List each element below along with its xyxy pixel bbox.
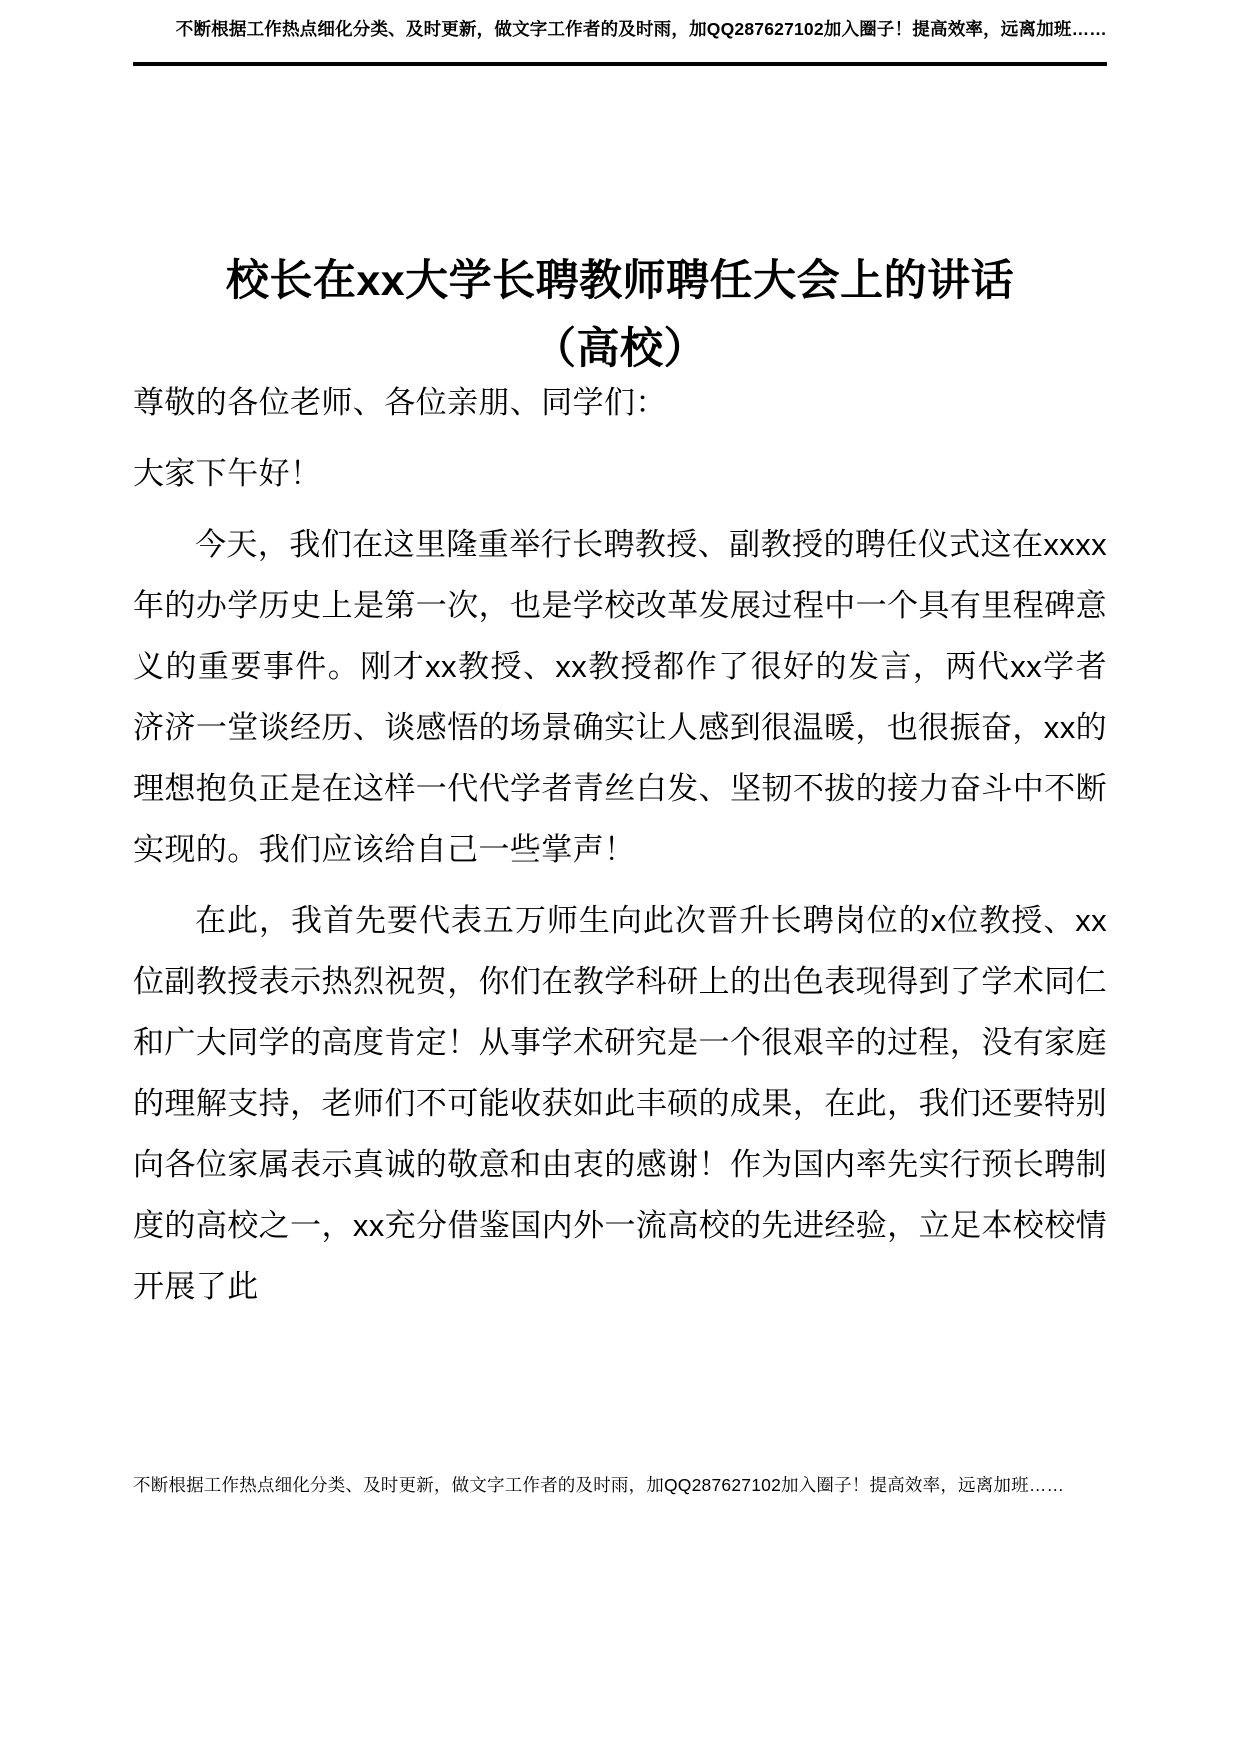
header-promo-note: 不断根据工作热点细化分类、及时更新，做文字工作者的及时雨，加QQ287627102加入圈子！提高效率，远离加班…… bbox=[175, 19, 1107, 39]
greeting-paragraph: 大家下午好！ bbox=[133, 456, 322, 491]
page-title-line-1: 校长在xx大学长聘教师聘任大会上的讲话 bbox=[225, 256, 1015, 305]
footer-promo-note: 不断根据工作热点细化分类、及时更新，做文字工作者的及时雨，加QQ287627102加入圈子！提高效率，远离加班…… bbox=[133, 1475, 1065, 1495]
document-body bbox=[133, 372, 1107, 1327]
body-paragraph-1: 今天，我们在这里隆重举行长聘教授、副教授的聘任仪式这在xxxx年的办学历史上是第一次，也是学校改革发展过程中一个具有里程碑意义的重要事件。刚才xx教授、xx教授都作了很好的发言，两代xx学者济济一堂谈经历、谈感悟的场景确实让人感到很温暖，也很振奋，xx的理想抱负正是在这样一代代学者青丝白发、坚韧不拔的接力奋斗中不断实现的。我们应该给自己一些掌声！ bbox=[133, 527, 1107, 867]
page-header bbox=[133, 14, 1107, 44]
page-title-line-2: （高校） bbox=[533, 324, 707, 373]
salutation-paragraph: 尊敬的各位老师、各位亲朋、同学们： bbox=[133, 385, 667, 420]
page-title bbox=[133, 247, 1107, 383]
body-paragraph-2: 在此，我首先要代表五万师生向此次晋升长聘岗位的x位教授、xx位副教授表示热烈祝贺，你们在教学科研上的出色表现得到了学术同仁和广大同学的高度肯定！从事学术研究是一个很艰辛的过程，没有家庭的理解支持，老师们不可能收获如此丰硕的成果，在此，我们还要特别向各位家属表示真诚的敬意和由衷的感谢！作为国内率先实行预长聘制度的高校之一，xx充分借鉴国内外一流高校的先进经验，立足本校校情开展了此 bbox=[133, 903, 1107, 1304]
page-footer bbox=[133, 1470, 1107, 1500]
header-divider-rule bbox=[133, 62, 1107, 66]
